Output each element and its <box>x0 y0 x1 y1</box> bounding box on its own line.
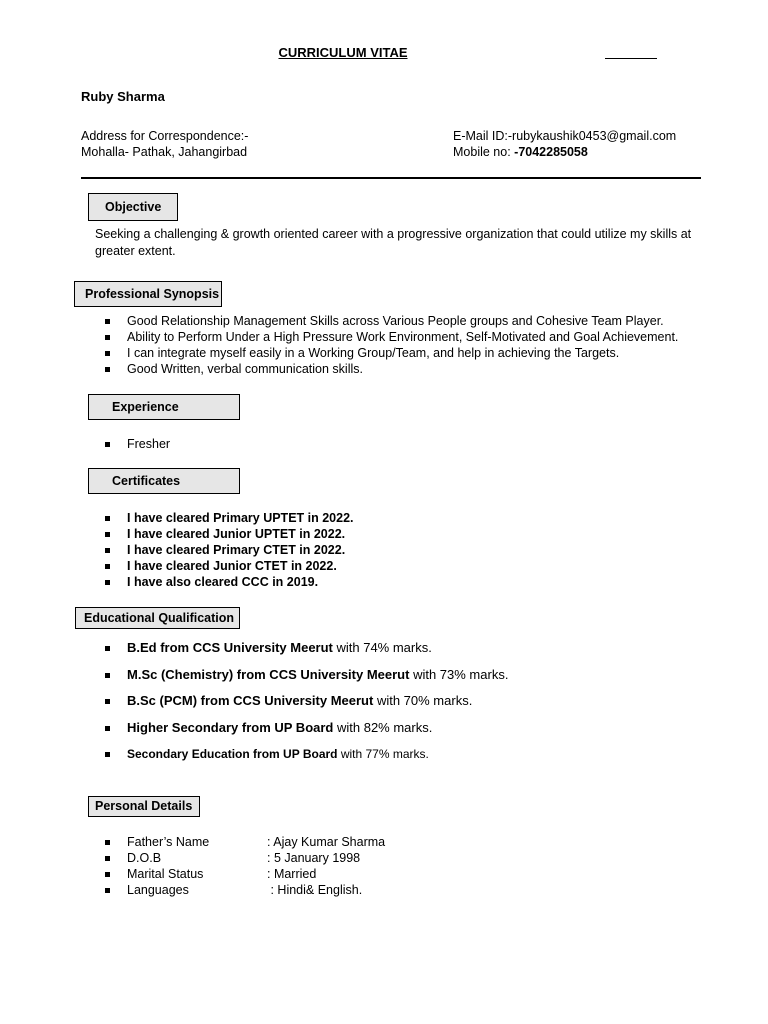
email-value: rubykaushik0453@gmail.com <box>512 129 677 143</box>
experience-heading: Experience <box>88 394 240 420</box>
detail-value: : 5 January 1998 <box>267 851 361 865</box>
objective-heading: Objective <box>88 193 178 221</box>
list-item: Good Relationship Management Skills across Various People groups and Cohesive Team Player. <box>105 313 678 329</box>
list-item <box>105 882 385 898</box>
list-item: I have also cleared CCC in 2019. <box>105 574 354 590</box>
mobile-label: Mobile no: <box>453 145 515 159</box>
certificates-list <box>105 510 354 590</box>
qualification-name: B.Ed from CCS University Meerut <box>127 640 333 655</box>
qualification-name: Secondary Education from UP Board <box>127 747 338 762</box>
personal-heading: Personal Details <box>88 796 200 817</box>
detail-value: : Ajay Kumar Sharma <box>267 835 386 849</box>
list-item <box>105 850 385 866</box>
qualification-name: B.Sc (PCM) from CCS University Meerut <box>127 693 374 709</box>
list-item: I have cleared Primary UPTET in 2022. <box>105 510 354 526</box>
education-list <box>105 635 508 768</box>
qualification-name: M.Sc (Chemistry) from CCS University Meerut <box>127 666 410 682</box>
list-item <box>105 688 508 715</box>
list-item: I have cleared Primary CTET in 2022. <box>105 542 354 558</box>
mobile-value: -7042285058 <box>514 145 588 159</box>
list-item <box>105 834 385 850</box>
education-heading: Educational Qualification <box>75 607 240 629</box>
list-item <box>105 741 508 768</box>
qualification-name: Higher Secondary from UP Board <box>127 719 334 735</box>
list-item <box>105 866 385 882</box>
detail-value: : Married <box>267 867 317 881</box>
list-item: Ability to Perform Under a High Pressure Work Environment, Self-Motivated and Goal Achievement. <box>105 329 678 345</box>
list-item <box>105 715 508 742</box>
address-label: Address for Correspondence:- <box>81 129 249 143</box>
list-item <box>105 662 508 689</box>
qualification-marks: with 73% marks. <box>409 666 509 682</box>
qualification-marks: with 74% marks. <box>332 640 432 655</box>
synopsis-heading: Professional Synopsis <box>74 281 222 307</box>
mobile-row <box>453 144 676 160</box>
objective-text: Seeking a challenging & growth oriented career with a progressive organization that could utilize my skills at greater extent. <box>95 227 692 258</box>
list-item: I can integrate myself easily in a Working Group/Team, and help in achieving the Targets. <box>105 345 678 361</box>
synopsis-list <box>105 313 678 377</box>
contact-block <box>453 128 676 160</box>
header-divider <box>81 177 701 179</box>
detail-key: Marital Status <box>127 867 204 881</box>
title-underline-blank <box>605 58 657 59</box>
qualification-marks: with 82% marks. <box>333 719 433 735</box>
address-line: Mohalla- Pathak, Jahangirbad <box>81 145 248 159</box>
detail-key: Languages <box>127 883 189 897</box>
list-item: I have cleared Junior UPTET in 2022. <box>105 526 354 542</box>
email-row <box>453 128 676 144</box>
detail-value: : Hindi& English. <box>267 883 363 897</box>
list-item: Good Written, verbal communication skills. <box>105 361 678 377</box>
qualification-marks: with 77% marks. <box>337 747 429 762</box>
qualification-marks: with 70% marks. <box>373 693 473 709</box>
certificates-heading: Certificates <box>88 468 240 494</box>
address-block <box>81 128 248 160</box>
experience-list <box>105 436 170 452</box>
email-label: E-Mail ID:- <box>453 129 513 143</box>
list-item: I have cleared Junior CTET in 2022. <box>105 558 354 574</box>
list-item <box>105 635 508 662</box>
personal-list <box>105 834 385 898</box>
detail-key: Father’s Name <box>127 835 210 849</box>
document-title: CURRICULUM VITAE <box>278 45 408 60</box>
list-item: Fresher <box>105 436 170 452</box>
detail-key: D.O.B <box>127 851 162 865</box>
candidate-name: Ruby Sharma <box>81 89 165 104</box>
